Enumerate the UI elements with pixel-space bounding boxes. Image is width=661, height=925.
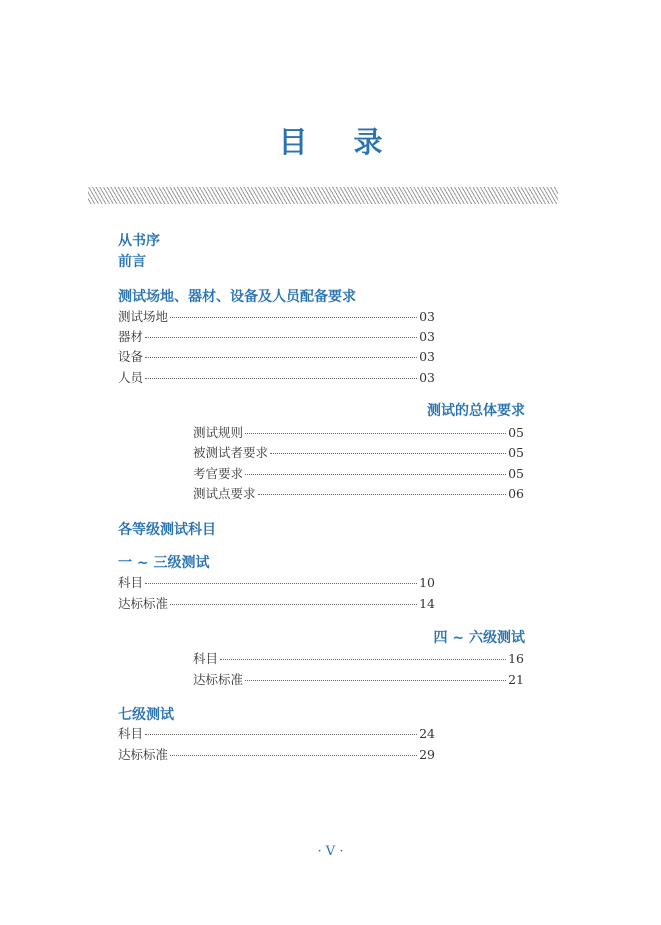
leader-dots xyxy=(145,357,417,358)
leader-dots xyxy=(258,494,507,495)
entry-label: 测试点要求 xyxy=(193,486,256,501)
page-title: 目 录 xyxy=(278,125,401,159)
leader-dots xyxy=(220,659,506,660)
entry-label: 考官要求 xyxy=(193,466,244,481)
entry-page: 24 xyxy=(419,726,435,741)
toc-entry[interactable] xyxy=(118,349,435,365)
entry-page: 05 xyxy=(508,466,524,481)
toc-entry[interactable] xyxy=(118,309,435,325)
toc-entry[interactable] xyxy=(193,466,524,482)
toc-entry[interactable] xyxy=(118,575,435,591)
page-number: · V · xyxy=(317,844,344,859)
entry-label: 科目 xyxy=(193,651,219,666)
entry-label: 达标标准 xyxy=(118,747,169,762)
toc-heading-series-preface[interactable]: 从书序 xyxy=(118,233,160,249)
toc-heading-venue[interactable]: 测试场地、器材、设备及人员配备要求 xyxy=(118,289,356,305)
toc-entry[interactable] xyxy=(118,726,435,742)
leader-dots xyxy=(145,734,417,735)
toc-heading-level-4-6[interactable]: 四 ~ 六级测试 xyxy=(433,630,525,646)
toc-heading-level-7[interactable]: 七级测试 xyxy=(118,707,174,723)
toc-heading-levels[interactable]: 各等级测试科目 xyxy=(118,522,216,538)
entry-label: 科目 xyxy=(118,726,144,741)
leader-dots xyxy=(245,433,506,434)
leader-dots xyxy=(270,453,506,454)
entry-label: 人员 xyxy=(118,370,144,385)
entry-page: 03 xyxy=(419,370,435,385)
entry-page: 03 xyxy=(419,349,435,364)
entry-page: 03 xyxy=(419,309,435,324)
entry-page: 06 xyxy=(508,486,524,501)
toc-entry[interactable] xyxy=(118,329,435,345)
toc-entry[interactable] xyxy=(193,445,524,461)
entry-label: 科目 xyxy=(118,575,144,590)
toc-entry[interactable] xyxy=(193,651,524,667)
leader-dots xyxy=(170,604,417,605)
entry-page: 16 xyxy=(508,651,524,666)
leader-dots xyxy=(145,337,417,338)
entry-page: 14 xyxy=(419,596,435,611)
entry-label: 设备 xyxy=(118,349,144,364)
leader-dots xyxy=(145,378,417,379)
entry-label: 测试规则 xyxy=(193,425,244,440)
entry-page: 03 xyxy=(419,329,435,344)
entry-page: 21 xyxy=(508,672,524,687)
entry-page: 05 xyxy=(508,425,524,440)
toc-entry[interactable] xyxy=(118,747,435,763)
leader-dots xyxy=(245,680,506,681)
entry-page: 05 xyxy=(508,445,524,460)
entry-page: 10 xyxy=(419,575,435,590)
entry-label: 被测试者要求 xyxy=(193,445,269,460)
entry-label: 测试场地 xyxy=(118,309,169,324)
leader-dots xyxy=(145,583,417,584)
hatched-divider xyxy=(88,187,558,204)
leader-dots xyxy=(170,755,417,756)
entry-label: 达标标准 xyxy=(118,596,169,611)
leader-dots xyxy=(170,317,417,318)
toc-heading-preface[interactable]: 前言 xyxy=(118,254,146,270)
toc-entry[interactable] xyxy=(118,596,435,612)
leader-dots xyxy=(245,474,506,475)
entry-label: 达标标准 xyxy=(193,672,244,687)
entry-page: 29 xyxy=(419,747,435,762)
toc-entry[interactable] xyxy=(118,370,435,386)
toc-entry[interactable] xyxy=(193,672,524,688)
toc-entry[interactable] xyxy=(193,486,524,502)
toc-heading-level-1-3[interactable]: 一 ~ 三级测试 xyxy=(118,555,210,571)
entry-label: 器材 xyxy=(118,329,144,344)
toc-entry[interactable] xyxy=(193,425,524,441)
toc-heading-general[interactable]: 测试的总体要求 xyxy=(427,403,525,419)
